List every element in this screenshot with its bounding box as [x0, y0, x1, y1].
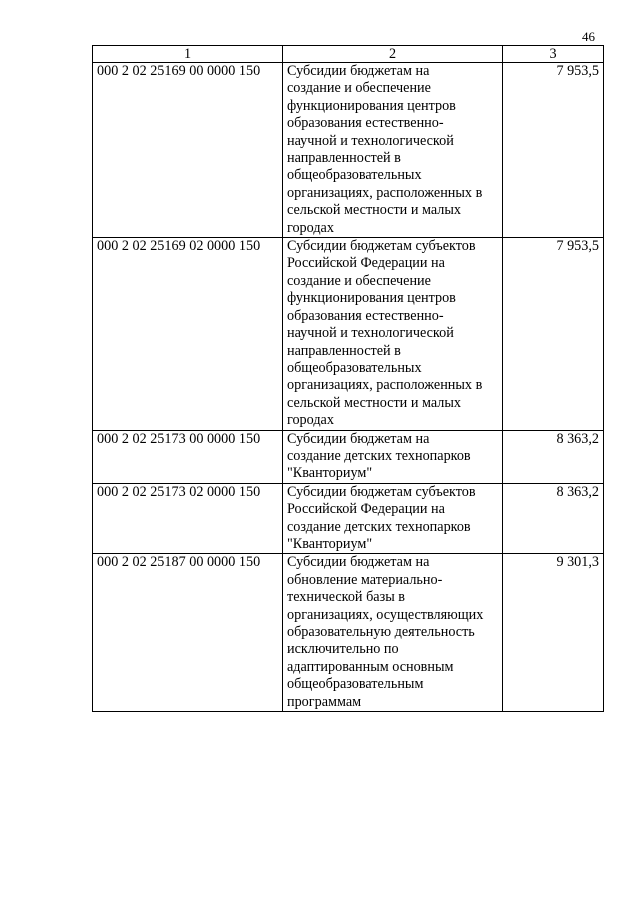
table-row — [93, 483, 604, 554]
table-header-row — [93, 46, 604, 63]
column-header-1: 1 — [93, 46, 283, 63]
description-line: Российской Федерации на — [287, 501, 445, 518]
description-line: Субсидии бюджетам на — [287, 63, 430, 79]
description-cell — [283, 554, 503, 712]
column-header-2: 2 — [283, 46, 503, 63]
description-line: образования естественно- — [287, 115, 444, 132]
table-body — [93, 63, 604, 712]
table-row — [93, 238, 604, 430]
description-line: научной и технологической — [287, 325, 454, 342]
description-line: сельской местности и малых — [287, 394, 461, 411]
description-line: Субсидии бюджетам субъектов — [287, 238, 476, 255]
description-line: функционирования центров — [287, 97, 456, 114]
description-line: организациях, осуществляющих — [287, 606, 484, 623]
description-cell — [283, 483, 503, 554]
description-line: программам — [287, 693, 362, 710]
description-line: создание детских технопарков — [287, 447, 471, 464]
description-line: адаптированным основным — [287, 658, 454, 675]
description-line: создание детских технопарков — [287, 518, 471, 535]
amount-cell: 9 301,3 — [503, 554, 604, 712]
description-line: образования естественно- — [287, 307, 444, 324]
amount-cell: 8 363,2 — [503, 483, 604, 554]
description-line: Субсидии бюджетам на — [287, 430, 430, 447]
description-line: обновление материально- — [287, 571, 443, 588]
description-line: исключительно по — [287, 641, 399, 658]
budget-code-cell: 000 2 02 25169 00 0000 150 — [93, 63, 283, 238]
description-line: Российской Федерации на — [287, 255, 445, 272]
amount-cell: 8 363,2 — [503, 430, 604, 483]
budget-code-cell: 000 2 02 25187 00 0000 150 — [93, 554, 283, 712]
description-line: "Кванториум" — [287, 465, 373, 482]
table-row — [93, 554, 604, 712]
description-line: организациях, расположенных в — [287, 377, 483, 394]
page-number: 46 — [582, 29, 595, 44]
description-line: "Кванториум" — [287, 535, 373, 552]
budget-code-cell: 000 2 02 25173 02 0000 150 — [93, 483, 283, 554]
column-header-3: 3 — [503, 46, 604, 63]
table-row — [93, 63, 604, 238]
description-line: научной и технологической — [287, 132, 454, 149]
description-cell — [283, 238, 503, 430]
description-line: функционирования центров — [287, 290, 456, 307]
description-line: общеобразовательных — [287, 359, 422, 376]
description-line: направленностей в — [287, 150, 401, 167]
description-cell — [283, 63, 503, 238]
description-line: технической базы в — [287, 589, 405, 606]
amount-cell: 7 953,5 — [503, 238, 604, 430]
description-line: создание и обеспечение — [287, 80, 431, 97]
budget-code-cell: 000 2 02 25169 02 0000 150 — [93, 238, 283, 430]
description-line: Субсидии бюджетам субъектов — [287, 483, 476, 500]
table-row — [93, 430, 604, 483]
description-line: Субсидии бюджетам на — [287, 554, 430, 571]
description-line: общеобразовательных — [287, 167, 422, 184]
budget-code-cell: 000 2 02 25173 00 0000 150 — [93, 430, 283, 483]
amount-cell: 7 953,5 — [503, 63, 604, 238]
budget-table — [92, 45, 604, 712]
description-line: общеобразовательным — [287, 676, 424, 693]
description-line: организациях, расположенных в — [287, 184, 483, 201]
description-line: городах — [287, 219, 334, 236]
description-line: создание и обеспечение — [287, 272, 431, 289]
description-line: городах — [287, 412, 334, 429]
description-line: сельской местности и малых — [287, 202, 461, 219]
description-line: направленностей в — [287, 342, 401, 359]
description-cell — [283, 430, 503, 483]
description-line: образовательную деятельность — [287, 624, 475, 640]
